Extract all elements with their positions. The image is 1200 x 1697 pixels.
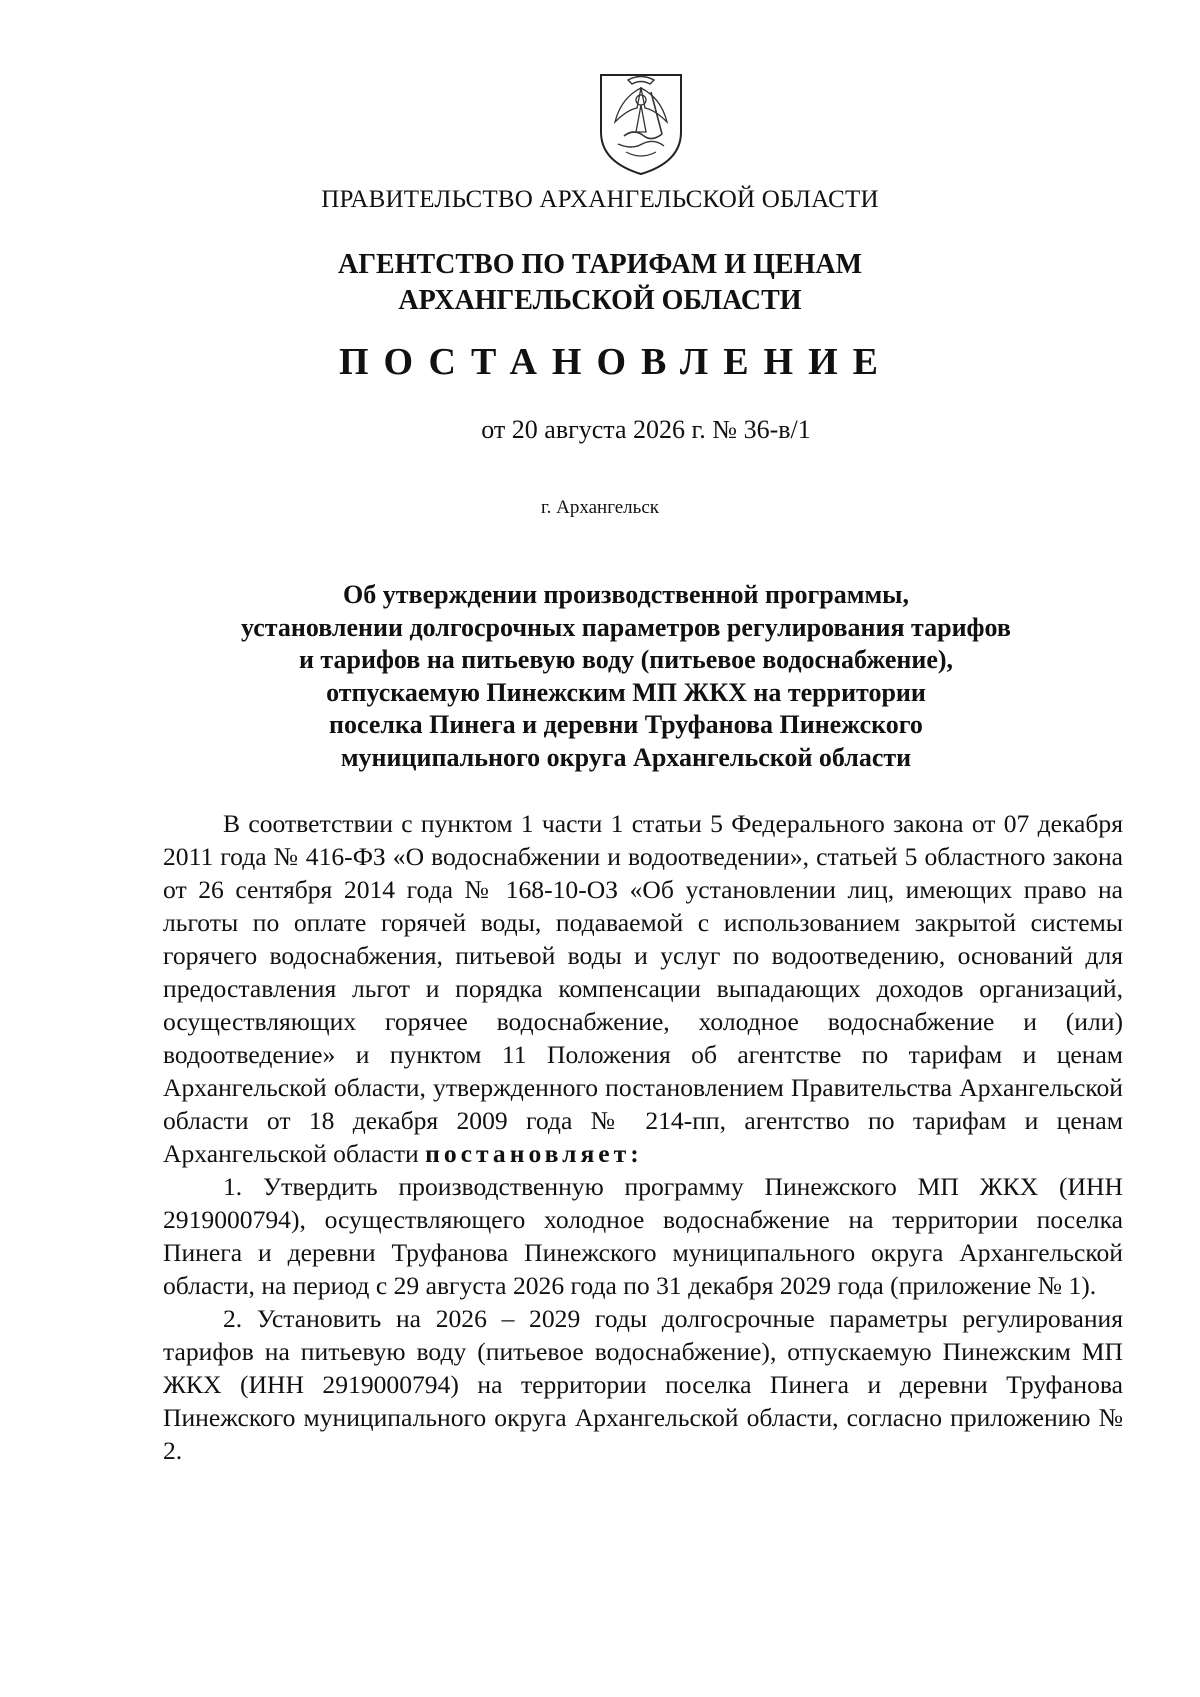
decree-word: постановляет:	[425, 1139, 643, 1168]
document-type: ПОСТАНОВЛЕНИЕ	[338, 341, 894, 383]
document-date-number: от 20 августа 2026 г. № 36-в/1	[481, 415, 811, 444]
document-title	[0, 579, 1200, 774]
title-line: отпускаемую Пинежским МП ЖКХ на территории	[326, 677, 926, 707]
agency-name-line-2: АРХАНГЕЛЬСКОЙ ОБЛАСТИ	[398, 285, 802, 316]
title-line: Об утверждении производственной программы,	[343, 580, 909, 609]
document-body	[163, 807, 1123, 1467]
title-line: установлении долгосрочных параметров регулирования тарифов	[241, 612, 1011, 642]
item-2-paragraph: 2. Установить на 2026 – 2029 годы долгосрочные параметры регулирования тарифов на питьевую воду (питьевое водоснабжение), отпускаемую Пинежским МП ЖКХ (ИНН 2919000794) на территории поселка Пинега и деревни Труфанова Пинежского муниципального округа Архангельской области, согласно приложению № 2.	[163, 1304, 1123, 1465]
item-1-paragraph: 1. Утвердить производственную программу Пинежского МП ЖКХ (ИНН 2919000794), осуществляющего холодное водоснабжение на территории поселка Пинега и деревни Труфанова Пинежского муниципального округа Архангельской области, на период с 29 августа 2026 года по 31 декабря 2029 года (приложение № 1).	[163, 1172, 1123, 1300]
title-line: и тарифов на питьевую воду (питьевое водоснабжение),	[298, 645, 954, 674]
government-name: ПРАВИТЕЛЬСТВО АРХАНГЕЛЬСКОЙ ОБЛАСТИ	[321, 186, 879, 213]
title-line: поселка Пинега и деревни Труфанова Пинежского	[329, 710, 923, 739]
preamble-text: В соответствии с пунктом 1 части 1 статьи 5 Федерального закона от 07 декабря 2011 года № 416-ФЗ «О водоснабжении и водоотведении», статьей 5 областного закона от 26 сентября 2014 года № 168-10-ОЗ «Об установлении лиц, имеющих право на льготы по оплате горячей воды, подаваемой с использованием закрытой системы горячего водоснабжения, питьевой воды и услуг по водоотведению, оснований для предоставления льгот и порядка компенсации выпадающих доходов организаций, осуществляющих горячее водоснабжение, холодное водоснабжение и (или) водоотведение» и пунктом 11 Положения об агентстве по тарифам и ценам Архангельской области, утвержденного постановлением Правительства Архангельской области от 18 декабря 2009 года № 214-пп, агентство по тарифам и ценам Архангельской области	[163, 809, 1123, 1168]
preamble-paragraph	[163, 807, 1123, 1170]
agency-name-line-1: АГЕНТСТВО ПО ТАРИФАМ И ЦЕНАМ	[337, 249, 863, 280]
document-city: г. Архангельск	[540, 497, 659, 518]
agency-name	[0, 247, 1200, 319]
title-line: муниципального округа Архангельской области	[340, 742, 912, 772]
coat-of-arms-icon	[596, 70, 686, 178]
